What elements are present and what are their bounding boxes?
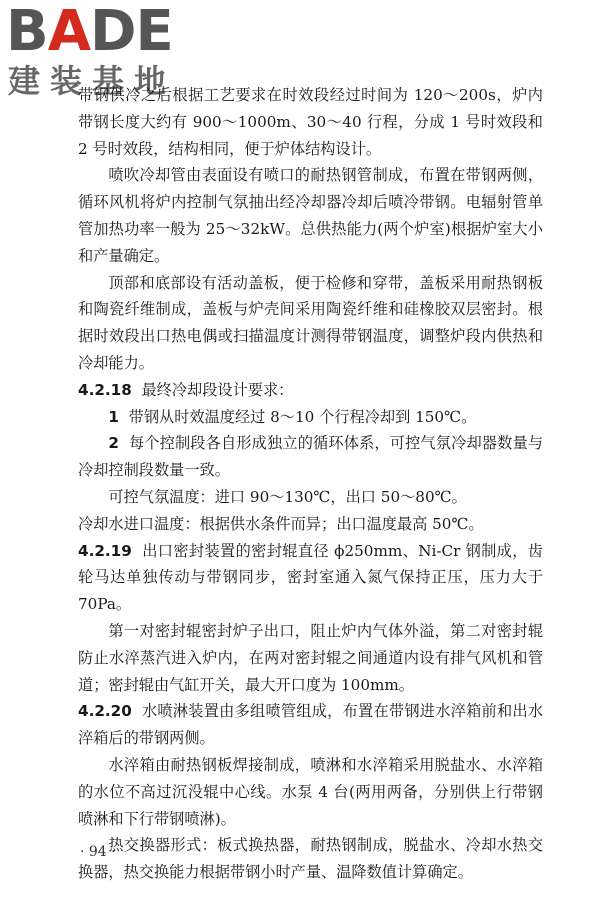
list-item	[78, 430, 543, 484]
section-number: 4.2.18	[78, 380, 132, 399]
section-text: 出口密封装置的密封辊直径 ϕ250mm、Ni-Cr 钢制成，齿轮马达单独传动与带钢同步，密封室通入氮气保持正压，压力大于 70Pa。	[78, 541, 543, 614]
logo-letters-1: B	[6, 0, 48, 64]
page-number: · 94 ·	[80, 844, 116, 860]
paragraph: 带钢供冷之后根据工艺要求在时效段经过时间为 120～200s，炉内带钢长度大约有 900～1000m、30～40 行程，分成 1 号时效段和 2 号时效段，结构相同，便于炉体结构设计。	[78, 86, 543, 158]
paragraph: 可控气氛温度：进口 90～130℃，出口 50～80℃。	[108, 487, 467, 506]
section-number: 4.2.20	[78, 702, 132, 721]
section-heading	[78, 377, 543, 404]
item-number: 2	[108, 434, 119, 453]
item-text: 带钢从时效温度经过 8～10 个行程冷却到 150℃。	[128, 407, 477, 426]
item-text: 每个控制段各自形成独立的循环体系，可控气氛冷却器数量与冷却控制段数量一致。	[78, 434, 544, 480]
section-heading	[78, 538, 543, 618]
list-item	[78, 404, 543, 431]
paragraph: 水淬箱由耐热钢板焊接制成，喷淋和水淬箱采用脱盐水、水淬箱的水位不高过沉没辊中心线。水泵 4 台(两用两备，分别供上行带钢喷淋和下行带钢喷淋)。	[78, 755, 543, 828]
item-number: 1	[108, 407, 119, 426]
paragraph: 热交换器形式：板式换热器，耐热钢制成，脱盐水、冷却水热交换器，热交换能力根据带钢小时产量、温降数值计算确定。	[78, 836, 543, 882]
logo-wordmark	[6, 0, 173, 64]
section-text: 水喷淋装置由多组喷管组成，布置在带钢进水淬箱前和出水淬箱后的带钢两侧。	[78, 702, 544, 748]
section-text: 最终冷却段设计要求：	[141, 380, 294, 399]
section-heading	[78, 698, 543, 752]
paragraph: 喷吹冷却管由表面设有喷口的耐热钢管制成，布置在带钢两侧，循环风机将炉内控制气氛抽出经冷却器冷却后喷冷带钢。电辐射管单管加热功率一般为 25～32kW。总供热能力(两个炉室)根据炉室大小和产量确定。	[78, 166, 543, 265]
logo-letter-accent: A	[47, 0, 91, 64]
paragraph: 第一对密封辊密封炉子出口，阻止炉内气体外溢，第二对密封辊防止水淬蒸汽进入炉内，在两对密封辊之间通道内设有排气风机和管道；密封辊由气缸开关，最大开口度为 100mm。	[78, 621, 543, 694]
logo-letters-2: DE	[90, 0, 173, 64]
document-body	[78, 82, 543, 886]
section-number: 4.2.19	[78, 541, 132, 560]
paragraph: 冷却水进口温度：根据供水条件而异；出口温度最高 50℃。	[78, 514, 484, 533]
paragraph: 顶部和底部设有活动盖板，便于检修和穿带，盖板采用耐热钢板和陶瓷纤维制成，盖板与炉壳间采用陶瓷纤维和硅橡胶双层密封。根据时效段出口热电偶或扫描温度计测得带钢温度，调整炉段内供热和冷却能力。	[78, 273, 543, 372]
logo-subtitle: 建装基地	[8, 62, 177, 100]
